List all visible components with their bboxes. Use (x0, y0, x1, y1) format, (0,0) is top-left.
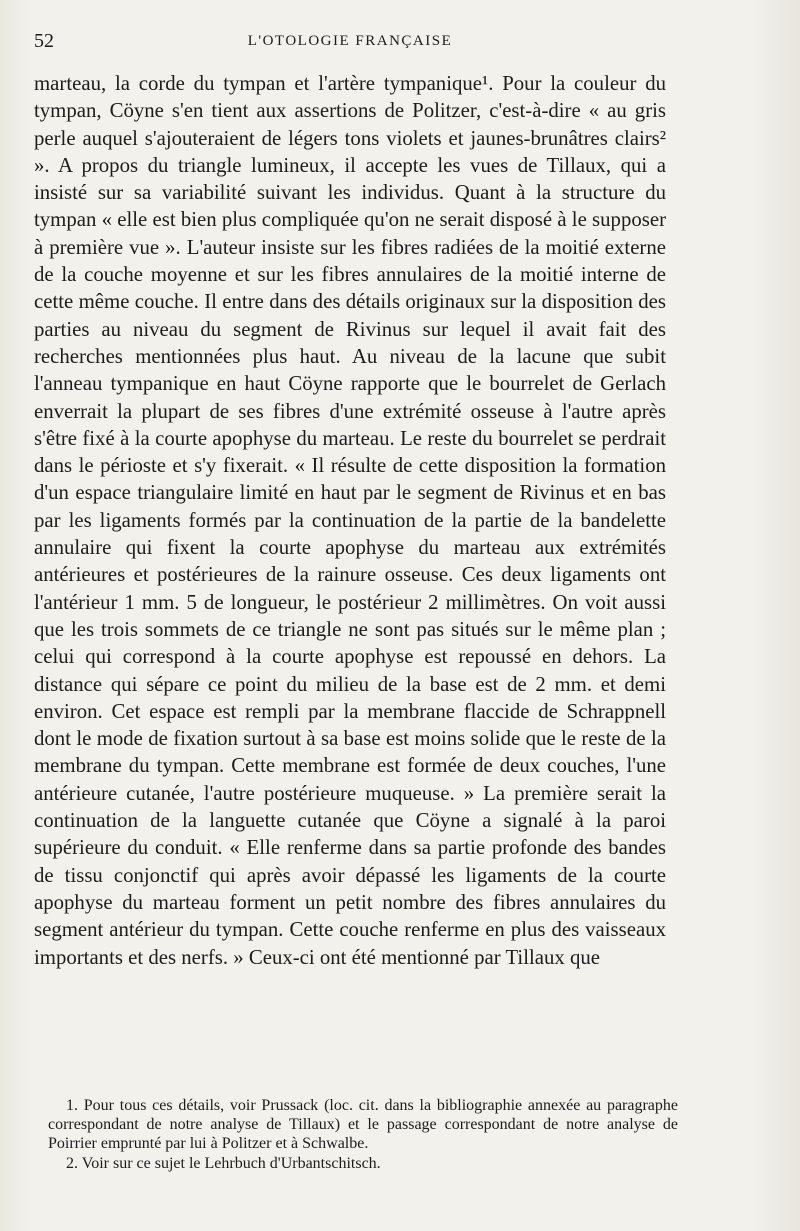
footnote-2: 2. Voir sur ce sujet le Lehrbuch d'Urbantschitsch. (66, 1155, 381, 1173)
footnote-1: 1. Pour tous ces détails, voir Prussack (loc. cit. dans la bibliographie annexée au paragraphe correspondant de notre analyse de Tillaux) et le passage correspondant de notre analyse de Poirrier emprunté par lui à Politzer et à Schwalbe. (48, 1097, 678, 1152)
page-number: 52 (34, 30, 54, 52)
running-title: L'OTOLOGIE FRANÇAISE (247, 33, 453, 49)
page-header (34, 30, 666, 56)
main-paragraph: marteau, la corde du tympan et l'artère tympanique¹. Pour la couleur du tympan, Cöyne s'en tient aux assertions de Politzer, c'est-à-dire « au gris perle auquel s'ajouteraient de légers tons violets et jaunes-brunâtres clairs² ». A propos du triangle lumineux, il accepte les vues de Tillaux, qui a insisté sur sa variabilité suivant les individus. Quant à la structure du tympan « elle est bien plus compliquée qu'on ne serait disposé à le supposer à première vue ». L'auteur insiste sur les fibres radiées de la moitié externe de la couche moyenne et sur les fibres annulaires de la moitié interne de cette même couche. Il entre dans des détails originaux sur la disposition des parties au niveau du segment de Rivinus sur lequel il avait fait des recherches mentionnées plus haut. Au niveau de la lacune que subit l'anneau tympanique en haut Cöyne rapporte que le bourrelet de Gerlach enverrait la plupart de ses fibres d'une extrémité osseuse à l'autre après s'être fixé à la courte apophyse du marteau. Le reste du bourrelet se perdrait dans le périoste et s'y fixerait. « Il résulte de cette disposition la formation d'un espace triangulaire limité en haut par le segment de Rivinus et en bas par les ligaments formés par la continuation de la partie de la bandelette annulaire qui fixent la courte apophyse du marteau aux extrémités antérieures et postérieures de la rainure osseuse. Ces deux ligaments ont l'antérieur 1 mm. 5 de longueur, le postérieur 2 millimètres. On voit aussi que les trois sommets de ce triangle ne sont pas situés sur le même plan ; celui qui correspond à la courte apophyse est repoussé en dehors. La distance qui sépare ce point du milieu de la base est de 2 mm. et demi environ. Cet espace est rempli par la membrane flaccide de Schrappnell dont le mode de fixation surtout à sa base est moins solide que le reste de la membrane du tympan. Cette membrane est formée de deux couches, l'une antérieure cutanée, l'autre postérieure muqueuse. » La première serait la continuation de la languette cutanée que Cöyne a signalé à la paroi supérieure du conduit. « Elle renferme dans sa partie profonde des bandes de tissu conjonctif qui après avoir dépassé les ligaments de la courte apophyse du marteau forment un petit nombre des fibres annulaires du segment antérieur du tympan. Cette couche renferme en plus des vaisseaux importants et des nerfs. » Ceux-ci ont été mentionné par Tillaux que (34, 72, 666, 969)
footnotes (48, 1097, 678, 1176)
